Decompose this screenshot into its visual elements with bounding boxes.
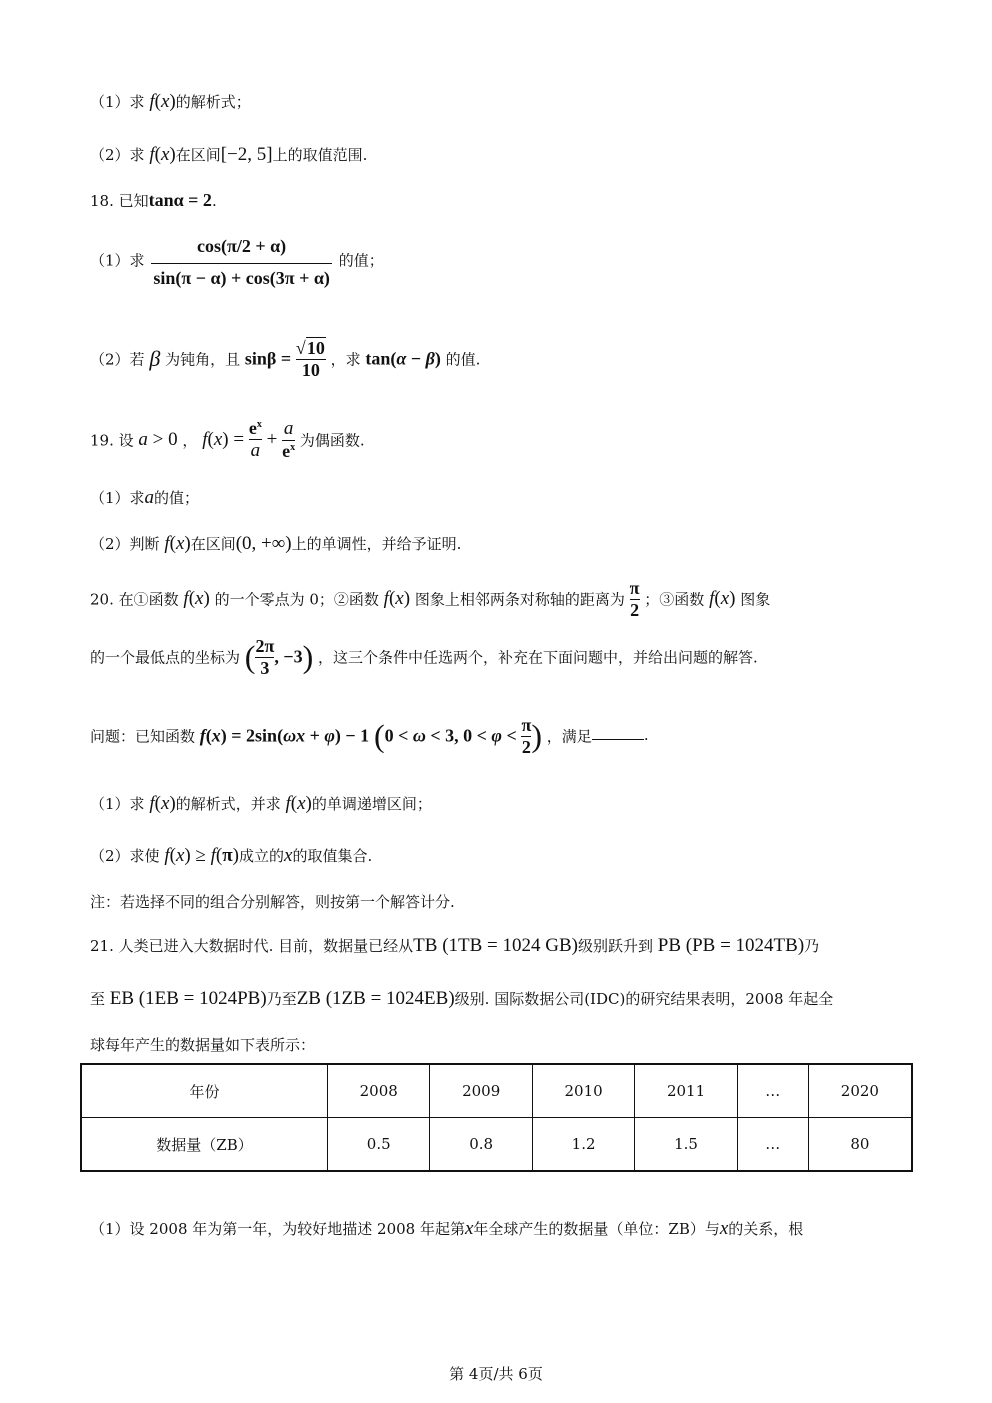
table-cell: 2009 — [430, 1064, 532, 1118]
q18-fraction: $\frac{\cos(\pi/2 + \alpha)}{\sin(\pi - \alpha) + \cos(3\pi + \alpha)}$ — [153, 236, 330, 288]
q20-part2: （2）求使 f(x) ≥ f(π)成立的x的取值集合. — [90, 845, 373, 866]
table-cell: 2010 — [532, 1064, 634, 1118]
q17-part2: （2）求 f(x)在区间[−2, 5]上的取值范围. — [90, 144, 368, 165]
q20-note: 注：若选择不同的组合分别解答，则按第一个解答计分. — [90, 893, 455, 911]
table-cell: 80 — [808, 1118, 912, 1172]
answer-blank — [592, 723, 644, 740]
q18-heading: 18. 已知tanα = 2. — [90, 190, 217, 210]
q21-line2: 至 EB (1EB = 1024PB)乃至ZB (1ZB = 1024EB)级别. 国际数据公司(IDC)的研究结果表明，2008 年起全 — [90, 988, 834, 1009]
table-cell: 2011 — [635, 1064, 737, 1118]
table-cell: 0.8 — [430, 1118, 532, 1172]
table-cell: 数据量（ZB） — [81, 1118, 328, 1172]
table-cell: 2008 — [328, 1064, 430, 1118]
q20-line2: 的一个最低点的坐标为 ( $\frac{2\pi}{3}$ , −3) ，这三个条件中任选两个，补充在下面问题中，并给出问题的解答. — [90, 636, 758, 678]
q18-part2: （2）若 β 为钝角，且 sinβ = $\frac{√10}{10}$ ，求 tan(α − β) 的值. — [90, 338, 481, 380]
q21-line3: 球每年产生的数据量如下表所示： — [90, 1036, 316, 1054]
table-cell: … — [737, 1064, 808, 1118]
q21-part1: （1）设 2008 年为第一年，为较好地描述 2008 年起第x年全球产生的数据量（单位：ZB）与x的关系，根 — [90, 1218, 804, 1239]
table-row — [81, 1064, 912, 1118]
q18-part1: （1）求 $\frac{\cos(\pi/2 + \alpha)}{\sin(\pi - \alpha) + \cos(3\pi + \alpha)}$ 的值； — [90, 232, 384, 288]
table-cell: 0.5 — [328, 1118, 430, 1172]
q20-part1: （1）求 f(x)的解析式，并求 f(x)的单调递增区间； — [90, 793, 432, 814]
q20-problem: 问题：已知函数 f(x) = 2sin(ωx + φ) − 1 (0 < ω < 3, 0 < φ < $\frac{\pi}{2}$ ) ，满足 . — [90, 715, 649, 757]
table-row — [81, 1118, 912, 1172]
q20-line1: 20. 在①函数 f(x) 的一个零点为 0；②函数 f(x) 图象上相邻两条对称轴的距离为 $\frac{\pi}{2}$ ；③函数 f(x) 图象 — [90, 578, 771, 620]
data-table — [80, 1063, 913, 1172]
table-cell: 1.2 — [532, 1118, 634, 1172]
table-cell: … — [737, 1118, 808, 1172]
q19-part2: （2）判断 f(x)在区间(0, +∞)上的单调性，并给予证明. — [90, 533, 462, 554]
table-cell: 1.5 — [635, 1118, 737, 1172]
q19-part1: （1）求a的值； — [90, 487, 200, 508]
q17-part1: （1）求 f(x)的解析式； — [90, 91, 251, 112]
page-footer: 第 4页/共 6页 — [449, 1365, 543, 1383]
table-cell: 2020 — [808, 1064, 912, 1118]
table-cell: 年份 — [81, 1064, 328, 1118]
q19-heading: 19. 设 a > 0 ， f(x) = $\frac{e^x}{a}$ + $\frac{a}{e^x}$ 为偶函数. — [90, 418, 365, 461]
q21-line1: 21. 人类已进入大数据时代. 目前，数据量已经从TB (1TB = 1024 GB)级别跃升到 PB (PB = 1024TB)乃 — [90, 935, 820, 956]
